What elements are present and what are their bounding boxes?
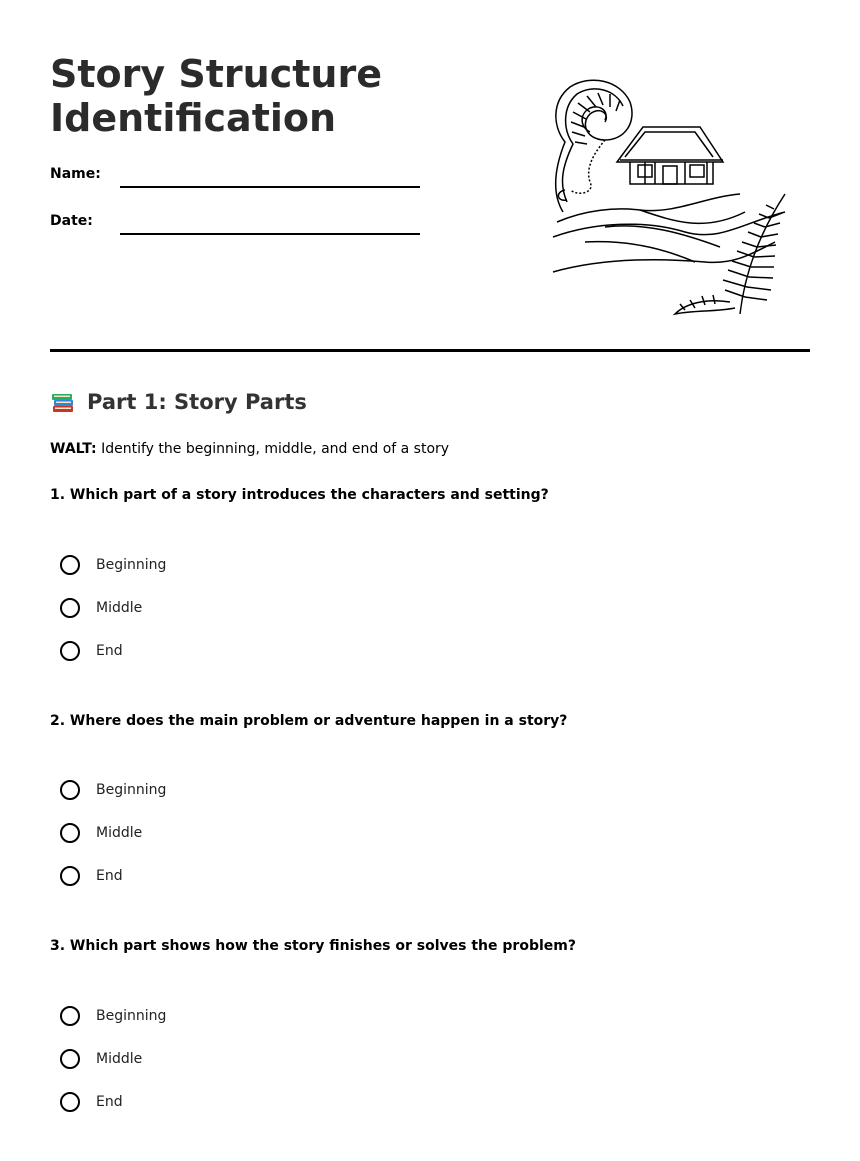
- option-label: Middle: [96, 1051, 143, 1067]
- radio-button[interactable]: [60, 598, 80, 618]
- koru-spiral: [556, 80, 632, 212]
- walt-label: WALT:: [50, 441, 97, 457]
- koru-whare-hills-fern-drawing: [545, 72, 795, 322]
- question-1: 1. Which part of a story introduces the characters and setting?: [50, 487, 549, 503]
- q1-option-middle[interactable]: [60, 595, 142, 621]
- radio-button[interactable]: [60, 1049, 80, 1069]
- q3-option-middle[interactable]: [60, 1046, 142, 1072]
- name-line[interactable]: [120, 186, 420, 188]
- question-2: 2. Where does the main problem or adventure happen in a story?: [50, 713, 568, 729]
- walt-text: Identify the beginning, middle, and end of a story: [96, 441, 450, 457]
- section-divider: [50, 349, 810, 352]
- radio-button[interactable]: [60, 866, 80, 886]
- radio-button[interactable]: [60, 555, 80, 575]
- date-label: Date:: [50, 213, 93, 229]
- q2-option-middle[interactable]: [60, 820, 142, 846]
- q2-option-beginning[interactable]: [60, 777, 166, 803]
- q3-option-beginning[interactable]: [60, 1003, 166, 1029]
- name-label: Name:: [50, 166, 101, 182]
- radio-button[interactable]: [60, 641, 80, 661]
- radio-button[interactable]: [60, 780, 80, 800]
- q3-option-end[interactable]: [60, 1089, 123, 1115]
- walt-statement: [50, 441, 449, 457]
- option-label: Beginning: [96, 1008, 167, 1024]
- name-field[interactable]: [50, 166, 430, 206]
- option-label: End: [96, 643, 123, 659]
- option-label: End: [96, 1094, 123, 1110]
- q2-option-end[interactable]: [60, 863, 123, 889]
- page-title: Story Structure Identification: [50, 52, 382, 140]
- part1-heading: [50, 389, 307, 415]
- books-icon: [50, 389, 76, 415]
- option-label: Middle: [96, 600, 143, 616]
- option-label: Beginning: [96, 782, 167, 798]
- question-3: 3. Which part shows how the story finishes or solves the problem?: [50, 938, 576, 954]
- option-label: Beginning: [96, 557, 167, 573]
- fern: [675, 194, 785, 314]
- option-label: End: [96, 868, 123, 884]
- radio-button[interactable]: [60, 1092, 80, 1112]
- date-line[interactable]: [120, 233, 420, 235]
- option-label: Middle: [96, 825, 143, 841]
- q1-option-end[interactable]: [60, 638, 123, 664]
- q1-option-beginning[interactable]: [60, 552, 166, 578]
- radio-button[interactable]: [60, 1006, 80, 1026]
- whare-house: [617, 127, 723, 184]
- date-field[interactable]: [50, 213, 430, 253]
- radio-button[interactable]: [60, 823, 80, 843]
- part1-heading-text: Part 1: Story Parts: [87, 390, 307, 414]
